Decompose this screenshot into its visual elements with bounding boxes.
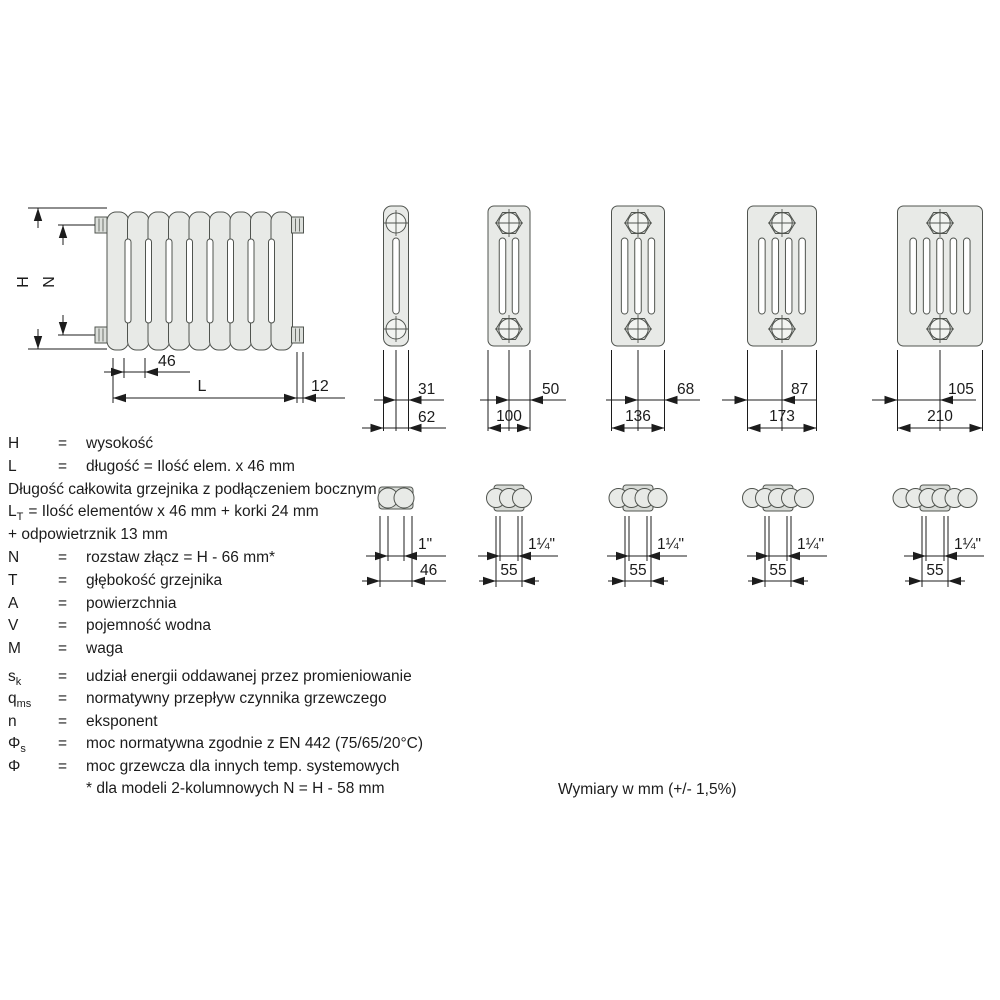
section-view-2col (362, 206, 446, 432)
legend-text: udział energii oddawanej przez promieniowanie (86, 667, 412, 685)
legend-symbol-sub: T (16, 511, 24, 524)
dim-label-46: 46 (158, 353, 176, 370)
legend-row-h (8, 433, 478, 456)
tolerance-note: Wymiary w mm (+/- 1,5%) (558, 781, 737, 798)
legend-row-n-spacing (8, 547, 478, 570)
legend-symbol: n (8, 712, 17, 730)
dim-label-H: H (15, 276, 32, 288)
equals-sign: = (58, 712, 68, 730)
equals-sign: = (58, 594, 68, 612)
dim-depth: 173 (769, 408, 795, 425)
legend-symbol-sub: k (15, 676, 22, 689)
dim-thread: 1¼" (528, 536, 556, 553)
legend-symbol: V (8, 617, 19, 635)
legend-row-t (8, 570, 478, 593)
legend-block-1 (8, 433, 478, 661)
legend-text: rozstaw złącz = H - 66 mm* (86, 548, 276, 566)
dim-depth: 210 (927, 408, 953, 425)
legend-symbol-sub: s (20, 743, 26, 756)
section-view-6col (872, 206, 983, 432)
legend-symbol: N (8, 548, 20, 566)
equals-sign: = (58, 571, 68, 589)
legend-text: długość = Ilość elem. x 46 mm (86, 457, 295, 475)
legend-text: Długość całkowita grzejnika z podłączeniem bocznym (8, 480, 377, 498)
equals-sign: = (58, 457, 68, 475)
legend-symbol: A (8, 594, 19, 612)
legend-symbol: M (8, 640, 21, 658)
dim-thread: 1¼" (657, 536, 685, 553)
dim-pitch: 55 (769, 562, 787, 579)
legend-row-n-exponent (8, 711, 478, 733)
legend-row-v (8, 615, 478, 638)
legend-symbol: T (8, 571, 18, 589)
dim-pitch: 55 (926, 562, 944, 579)
equals-sign: = (58, 640, 68, 658)
legend-symbol: q (8, 690, 17, 708)
legend-text: waga (86, 640, 124, 658)
equals-sign: = (58, 617, 68, 635)
plan-view-6col (893, 485, 984, 587)
dim-depth: 62 (418, 409, 436, 426)
plan-view-5col (743, 485, 828, 587)
dim-half-depth: 105 (948, 381, 974, 398)
legend-row-m (8, 638, 478, 661)
plan-view-4col (607, 485, 687, 587)
legend-paragraph (8, 524, 478, 547)
legend-text: = Ilość elementów x 46 mm + korki 24 mm (28, 503, 319, 521)
dim-half-depth: 68 (677, 381, 695, 398)
dim-thread: 1" (418, 536, 433, 553)
dim-thread: 1¼" (797, 536, 825, 553)
legend-text: moc grzewcza dla innych temp. systemowych (86, 757, 400, 775)
equals-sign: = (58, 757, 68, 775)
legend-row-phi-s (8, 733, 478, 755)
height-dimensions (15, 208, 107, 349)
legend-text: pojemność wodna (86, 617, 211, 635)
dim-depth: 136 (625, 408, 651, 425)
equals-sign: = (58, 690, 68, 708)
legend-symbol-sub: ms (16, 698, 32, 711)
front-view (15, 208, 345, 403)
dim-pitch: 55 (500, 562, 518, 579)
legend-row-qms (8, 688, 478, 710)
section-view-5col (722, 206, 817, 432)
equals-sign: = (58, 548, 68, 566)
legend-text: normatywny przepływ czynnika grzewczego (86, 690, 387, 708)
legend-symbol: H (8, 435, 20, 452)
legend-footnote (8, 778, 478, 800)
dim-depth: 100 (496, 408, 522, 425)
legend-text: + odpowietrznik 13 mm (8, 526, 168, 544)
dim-half-depth: 50 (542, 381, 560, 398)
dim-pitch: 46 (420, 562, 438, 579)
equals-sign: = (58, 735, 68, 753)
legend-text: eksponent (86, 712, 158, 730)
dim-label-12: 12 (311, 378, 329, 395)
legend-symbol: L (8, 503, 17, 521)
legend-text: wysokość (86, 435, 154, 452)
equals-sign: = (58, 667, 68, 685)
section-view-4col (606, 206, 700, 432)
dim-half-depth: 87 (791, 381, 809, 398)
section-view-3col (480, 206, 566, 432)
dim-label-L: L (197, 378, 207, 395)
legend-row-phi (8, 756, 478, 778)
dim-half-depth: 31 (418, 381, 436, 398)
legend-symbol: Φ (8, 757, 21, 775)
legend-row-sk (8, 666, 478, 688)
dim-thread: 1¼" (954, 536, 982, 553)
legend-symbol: L (8, 457, 17, 475)
dim-pitch: 55 (629, 562, 647, 579)
plan-view-3col (478, 485, 558, 587)
legend-block-2 (8, 666, 478, 800)
legend-text: powierzchnia (86, 594, 177, 612)
dim-label-N: N (41, 276, 58, 288)
equals-sign: = (58, 435, 68, 452)
legend-row-a (8, 593, 478, 616)
legend-row-l (8, 456, 478, 479)
length-dimensions (104, 352, 345, 403)
legend-text: * dla modeli 2-kolumnowych N = H - 58 mm (86, 779, 385, 797)
legend-text: moc normatywna zgodnie z EN 442 (75/65/20°C) (86, 735, 424, 753)
legend-row-lt (8, 501, 478, 524)
legend-paragraph (8, 479, 478, 502)
legend-text: głębokość grzejnika (86, 571, 223, 589)
legend-symbol: s (8, 667, 16, 685)
legend (8, 433, 478, 800)
legend-symbol: Φ (8, 735, 21, 753)
